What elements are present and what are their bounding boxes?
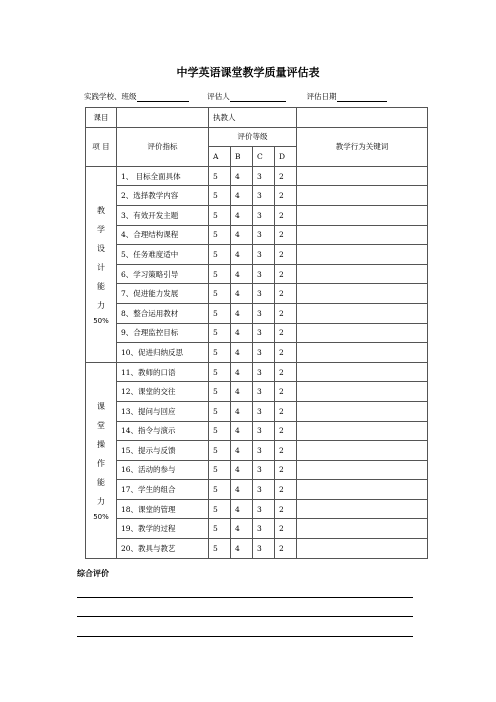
score-option[interactable]: 3 [253, 205, 275, 225]
score-option[interactable]: 2 [275, 382, 297, 402]
score-option[interactable]: 2 [275, 166, 297, 186]
grade-c: C [253, 147, 275, 167]
score-option[interactable]: 4 [231, 245, 253, 265]
teacher-value[interactable] [297, 108, 428, 128]
score-option[interactable]: 4 [231, 186, 253, 206]
score-option[interactable]: 4 [231, 499, 253, 519]
score-option[interactable]: 5 [209, 480, 231, 500]
score-option[interactable]: 3 [253, 343, 275, 363]
score-option[interactable]: 4 [231, 460, 253, 480]
indicator-row [86, 343, 428, 363]
indicator-row [86, 323, 428, 343]
score-option[interactable]: 4 [231, 166, 253, 186]
score-option[interactable]: 3 [253, 421, 275, 441]
score-option[interactable]: 5 [209, 401, 231, 421]
category-char: 能 [97, 282, 105, 292]
keyword-cell[interactable] [297, 225, 428, 245]
score-option[interactable]: 3 [253, 264, 275, 284]
indicator-label: 1、 目标全面具体 [117, 166, 209, 186]
score-option[interactable]: 2 [275, 460, 297, 480]
category-percent: 50% [93, 513, 109, 522]
score-option[interactable]: 3 [253, 499, 275, 519]
indicator-header: 评价指标 [117, 127, 209, 166]
score-option[interactable]: 5 [209, 245, 231, 265]
teacher-label: 执教人 [209, 108, 297, 128]
category-cell [86, 362, 117, 558]
course-value[interactable] [117, 108, 209, 128]
keyword-header: 教学行为关键词 [297, 127, 428, 166]
indicator-row [86, 284, 428, 304]
form-title: 中学英语课堂教学质量评估表 [176, 66, 320, 79]
score-option[interactable]: 2 [275, 499, 297, 519]
score-option[interactable]: 5 [209, 499, 231, 519]
keyword-cell[interactable] [297, 519, 428, 539]
indicator-label: 18、课堂的管理 [117, 499, 209, 519]
score-option[interactable]: 5 [209, 205, 231, 225]
indicator-label: 4、合理结构课程 [117, 225, 209, 245]
indicator-row [86, 499, 428, 519]
date-label: 评估日期 [306, 92, 337, 101]
score-option[interactable]: 3 [253, 460, 275, 480]
indicator-label: 12、课堂的交往 [117, 382, 209, 402]
score-option[interactable]: 2 [275, 519, 297, 539]
score-option[interactable]: 2 [275, 441, 297, 461]
category-char: 课 [97, 402, 105, 412]
indicator-label: 8、整合运用教材 [117, 303, 209, 323]
grade-b: B [231, 147, 253, 167]
score-option[interactable]: 2 [275, 264, 297, 284]
score-option[interactable]: 3 [253, 303, 275, 323]
keyword-cell[interactable] [297, 480, 428, 500]
indicator-row [86, 166, 428, 186]
school-class-label: 实践学校、班级 [84, 92, 137, 101]
score-option[interactable]: 5 [209, 382, 231, 402]
score-option[interactable]: 2 [275, 225, 297, 245]
form-meta-row [84, 91, 387, 102]
indicator-row [86, 382, 428, 402]
keyword-cell[interactable] [297, 362, 428, 382]
date-field[interactable] [337, 92, 387, 102]
keyword-cell[interactable] [297, 186, 428, 206]
summary-line-3[interactable] [77, 636, 413, 637]
indicator-row [86, 401, 428, 421]
score-option[interactable]: 5 [209, 460, 231, 480]
indicator-label: 7、促进能力发展 [117, 284, 209, 304]
score-option[interactable]: 5 [209, 225, 231, 245]
score-option[interactable]: 3 [253, 441, 275, 461]
score-option[interactable]: 4 [231, 401, 253, 421]
score-option[interactable]: 5 [209, 539, 231, 559]
keyword-cell[interactable] [297, 499, 428, 519]
summary-line-2[interactable] [77, 616, 413, 617]
score-option[interactable]: 4 [231, 519, 253, 539]
score-option[interactable]: 2 [275, 539, 297, 559]
keyword-cell[interactable] [297, 284, 428, 304]
score-option[interactable]: 4 [231, 264, 253, 284]
indicator-label: 19、教学的过程 [117, 519, 209, 539]
score-option[interactable]: 4 [231, 225, 253, 245]
school-class-field[interactable] [137, 92, 189, 102]
summary-line-1[interactable] [77, 597, 413, 598]
score-option[interactable]: 3 [253, 225, 275, 245]
keyword-cell[interactable] [297, 441, 428, 461]
score-option[interactable]: 5 [209, 519, 231, 539]
indicator-label: 17、学生的组合 [117, 480, 209, 500]
score-option[interactable]: 2 [275, 186, 297, 206]
evaluation-table [85, 107, 428, 559]
indicator-row [86, 264, 428, 284]
score-option[interactable]: 5 [209, 441, 231, 461]
keyword-cell[interactable] [297, 205, 428, 225]
keyword-cell[interactable] [297, 382, 428, 402]
score-option[interactable]: 2 [275, 480, 297, 500]
category-char: 设 [97, 244, 105, 254]
keyword-cell[interactable] [297, 323, 428, 343]
keyword-cell[interactable] [297, 245, 428, 265]
indicator-row [86, 480, 428, 500]
keyword-cell[interactable] [297, 264, 428, 284]
score-option[interactable]: 4 [231, 421, 253, 441]
category-cell [86, 166, 117, 362]
indicator-row [86, 460, 428, 480]
indicator-row [86, 186, 428, 206]
score-option[interactable]: 2 [275, 284, 297, 304]
indicator-label: 20、教具与教艺 [117, 539, 209, 559]
score-option[interactable]: 5 [209, 343, 231, 363]
score-option[interactable]: 3 [253, 480, 275, 500]
score-option[interactable]: 5 [209, 186, 231, 206]
indicator-label: 9、合理监控目标 [117, 323, 209, 343]
score-option[interactable]: 5 [209, 284, 231, 304]
indicator-row [86, 225, 428, 245]
score-option[interactable]: 2 [275, 421, 297, 441]
indicator-label: 10、促进归纳反思 [117, 343, 209, 363]
grade-header: 评价等级 [209, 127, 297, 147]
category-char: 计 [97, 263, 105, 273]
course-label: 课目 [86, 108, 117, 128]
score-option[interactable]: 2 [275, 362, 297, 382]
score-option[interactable]: 4 [231, 441, 253, 461]
indicator-label: 6、学习策略引导 [117, 264, 209, 284]
keyword-cell[interactable] [297, 460, 428, 480]
assessor-label: 评估人 [207, 92, 230, 101]
category-char: 操 [97, 440, 105, 450]
score-option[interactable]: 3 [253, 519, 275, 539]
score-option[interactable]: 3 [253, 186, 275, 206]
keyword-cell[interactable] [297, 421, 428, 441]
indicator-row [86, 539, 428, 559]
indicator-row [86, 303, 428, 323]
score-option[interactable]: 3 [253, 166, 275, 186]
category-percent: 50% [93, 317, 109, 326]
score-option[interactable]: 4 [231, 362, 253, 382]
summary-label: 综合评价 [77, 569, 109, 578]
category-char: 堂 [97, 421, 105, 431]
indicator-row [86, 519, 428, 539]
score-option[interactable]: 2 [275, 245, 297, 265]
score-option[interactable]: 3 [253, 323, 275, 343]
keyword-cell[interactable] [297, 539, 428, 559]
score-option[interactable]: 4 [231, 539, 253, 559]
category-char: 作 [97, 459, 105, 469]
score-option[interactable]: 2 [275, 205, 297, 225]
category-char: 力 [97, 497, 105, 507]
score-option[interactable]: 3 [253, 362, 275, 382]
score-option[interactable]: 5 [209, 323, 231, 343]
category-char: 教 [97, 206, 105, 216]
score-option[interactable]: 4 [231, 323, 253, 343]
indicator-label: 15、提示与反馈 [117, 441, 209, 461]
category-char: 学 [97, 225, 105, 235]
grade-d: D [275, 147, 297, 167]
indicator-row [86, 205, 428, 225]
indicator-label: 2、选择教学内容 [117, 186, 209, 206]
score-option[interactable]: 4 [231, 343, 253, 363]
item-header: 项 目 [86, 127, 117, 166]
score-option[interactable]: 3 [253, 382, 275, 402]
score-option[interactable]: 3 [253, 245, 275, 265]
score-option[interactable]: 5 [209, 264, 231, 284]
score-option[interactable]: 5 [209, 166, 231, 186]
header-row [86, 127, 428, 147]
indicator-label: 3、有效开发主题 [117, 205, 209, 225]
indicator-row [86, 245, 428, 265]
score-option[interactable]: 4 [231, 480, 253, 500]
category-char: 能 [97, 478, 105, 488]
indicator-row [86, 441, 428, 461]
indicator-row [86, 362, 428, 382]
score-option[interactable]: 4 [231, 284, 253, 304]
indicator-label: 14、指令与演示 [117, 421, 209, 441]
indicator-row [86, 421, 428, 441]
score-option[interactable]: 3 [253, 284, 275, 304]
score-option[interactable]: 3 [253, 539, 275, 559]
grade-a: A [209, 147, 231, 167]
keyword-cell[interactable] [297, 303, 428, 323]
score-option[interactable]: 3 [253, 401, 275, 421]
assessor-field[interactable] [230, 92, 286, 102]
score-option[interactable]: 4 [231, 382, 253, 402]
keyword-cell[interactable] [297, 343, 428, 363]
score-option[interactable]: 2 [275, 401, 297, 421]
score-option[interactable]: 5 [209, 421, 231, 441]
score-option[interactable]: 2 [275, 303, 297, 323]
score-option[interactable]: 5 [209, 303, 231, 323]
indicator-label: 5、任务难度适中 [117, 245, 209, 265]
keyword-cell[interactable] [297, 401, 428, 421]
score-option[interactable]: 4 [231, 303, 253, 323]
indicator-label: 11、教师的口语 [117, 362, 209, 382]
course-row [86, 108, 428, 128]
score-option[interactable]: 2 [275, 323, 297, 343]
score-option[interactable]: 4 [231, 205, 253, 225]
keyword-cell[interactable] [297, 166, 428, 186]
indicator-label: 16、活动的参与 [117, 460, 209, 480]
indicator-label: 13、提问与回应 [117, 401, 209, 421]
score-option[interactable]: 5 [209, 362, 231, 382]
category-char: 力 [97, 301, 105, 311]
score-option[interactable]: 2 [275, 343, 297, 363]
